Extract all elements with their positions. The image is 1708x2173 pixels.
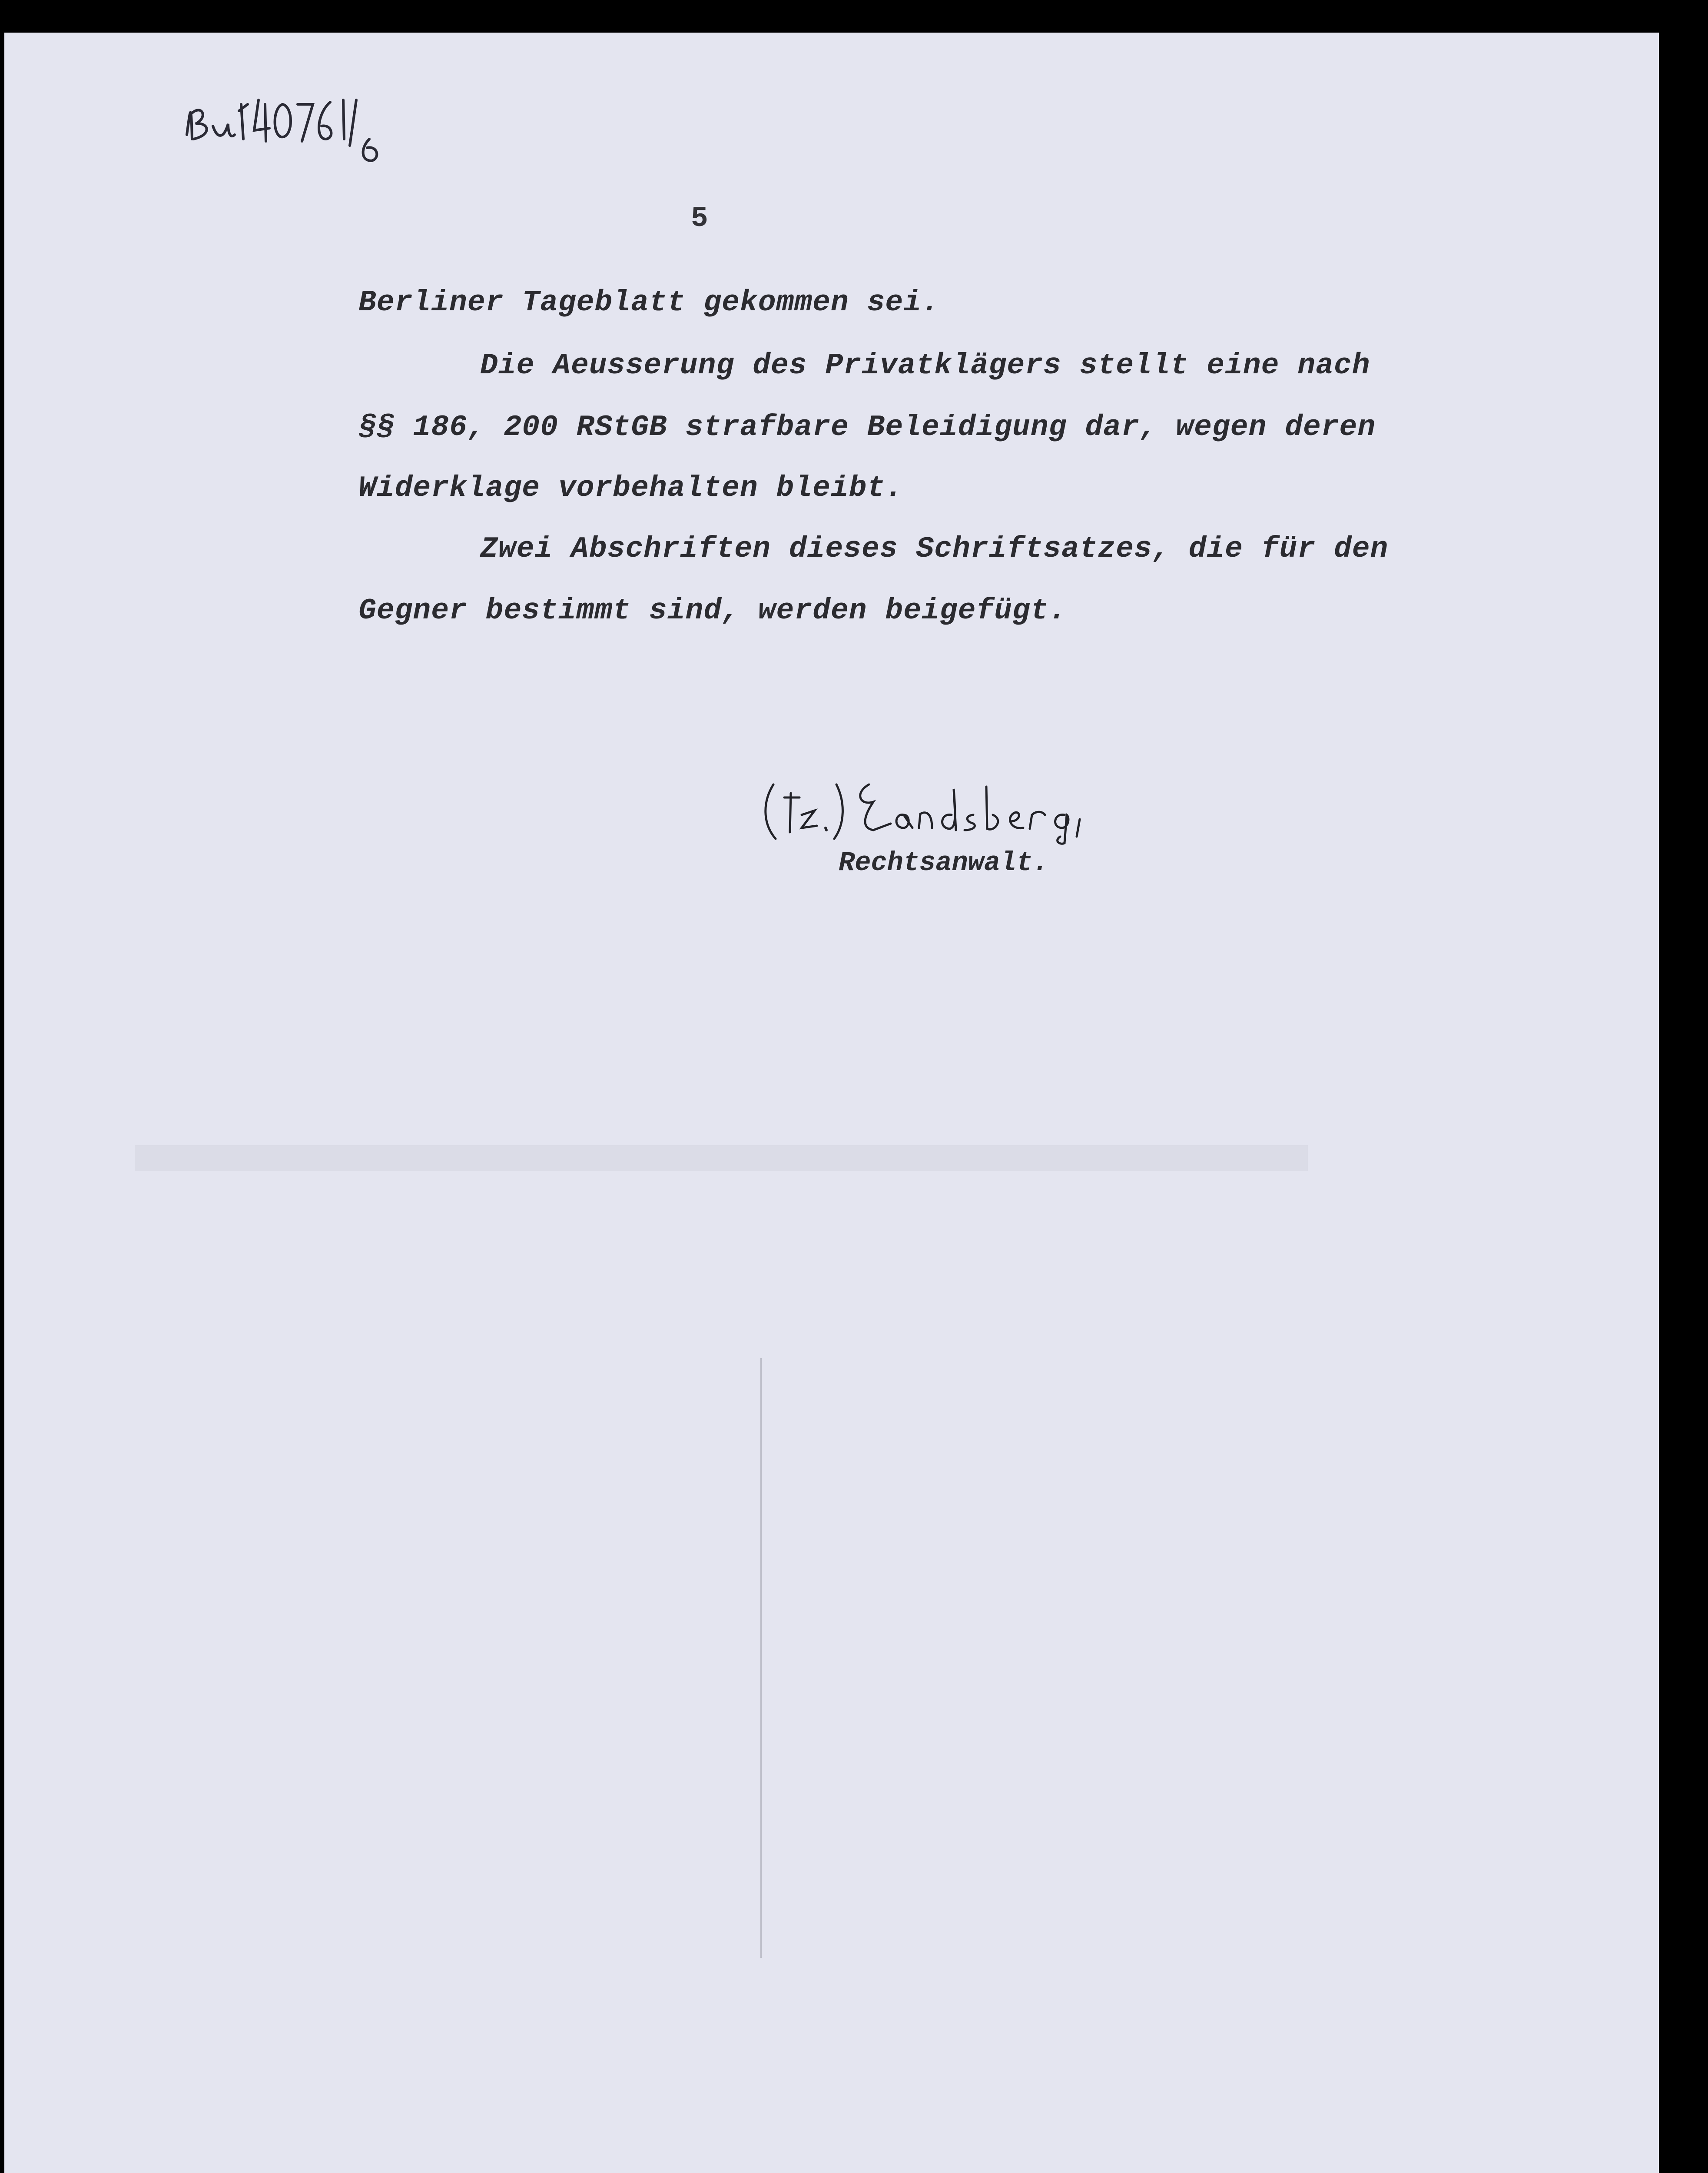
fold-line — [760, 1358, 762, 1958]
archive-signature-drawing — [182, 74, 387, 174]
signature-title: Rechtsanwalt. — [839, 847, 1049, 878]
body-line-6: Gegner bestimmt sind, werden beigefügt. — [358, 594, 1067, 628]
page-number: 5 — [691, 202, 708, 235]
body-line-1: Berliner Tageblatt gekommen sei. — [358, 286, 940, 319]
body-line-5: Zwei Abschriften dieses Schriftsatzes, die für den — [480, 532, 1389, 566]
body-line-4: Widerklage vorbehalten bleibt. — [358, 472, 904, 505]
archive-signature-handwritten — [182, 74, 387, 174]
document-page — [4, 33, 1659, 2173]
signature-drawing — [760, 767, 1134, 845]
handwritten-signature — [760, 767, 1134, 845]
body-line-3: §§ 186, 200 RStGB strafbare Beleidigung dar, wegen deren — [358, 411, 1376, 444]
body-line-2: Die Aeusserung des Privatklägers stellt eine nach — [480, 349, 1370, 382]
scan-smudge — [135, 1145, 1308, 1171]
